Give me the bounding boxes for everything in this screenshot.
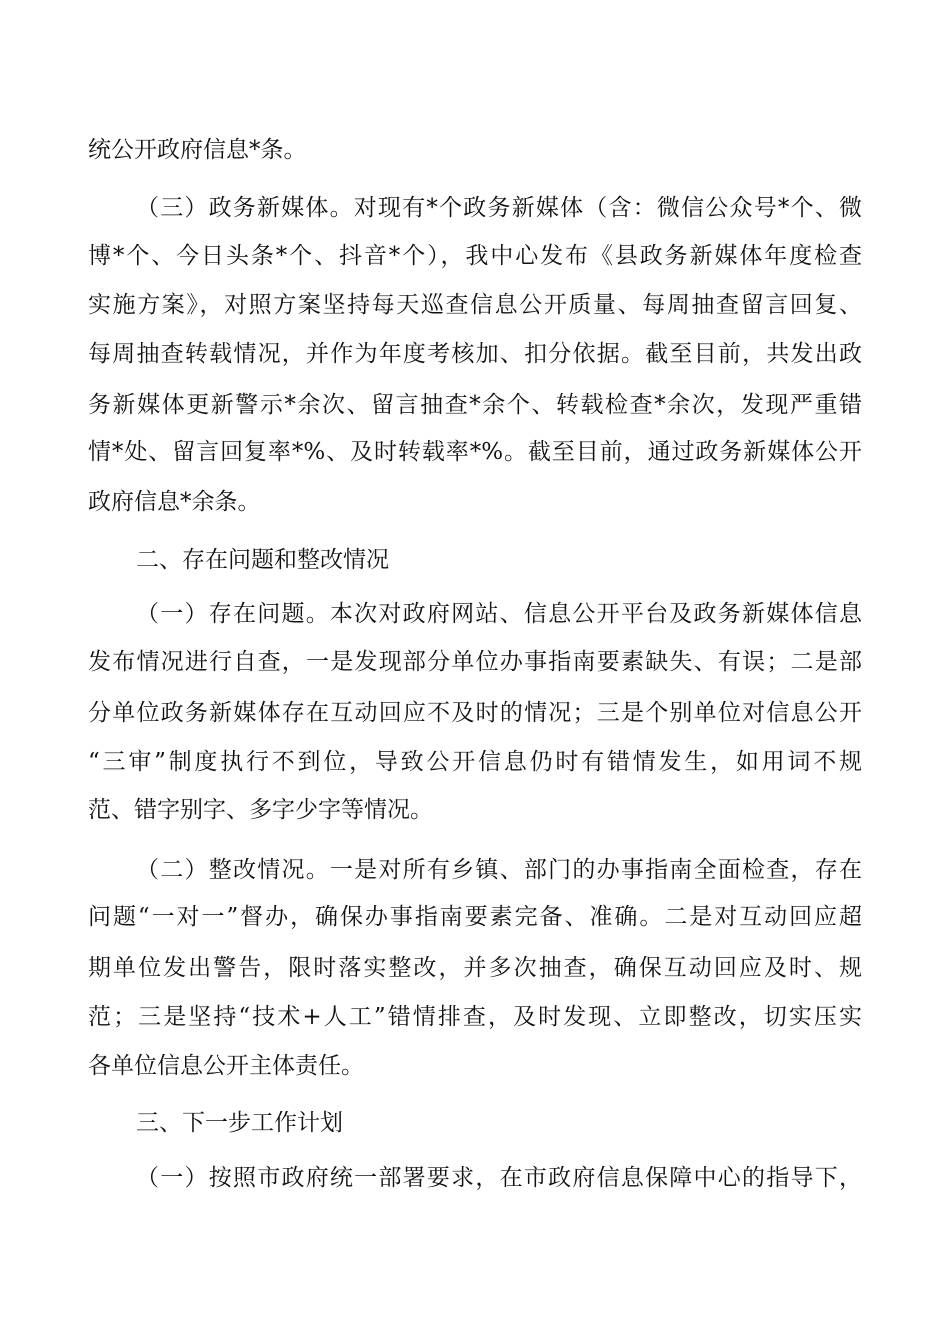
text-line: 期单位发出警告，限时落实整改，并多次抽查，确保互动回应及时、规 xyxy=(88,955,862,981)
text-line: 每周抽查转载情况，并作为年度考核加、扣分依据。截至目前，共发出政 xyxy=(88,341,862,367)
text-line: 博*个、今日头条*个、抖音*个），我中心发布《县政务新媒体年度检查 xyxy=(88,243,862,269)
text-line: （二）整改情况。一是对所有乡镇、部门的办事指南全面检查，存在 xyxy=(136,857,862,883)
text-line: “三审”制度执行不到位，导致公开信息仍时有错情发生，如用词不规 xyxy=(88,749,862,775)
text-line: 情*处、留言回复率*%、及时转载率*%。截至目前，通过政务新媒体公开 xyxy=(88,439,862,465)
text-line: （一）按照市政府统一部署要求，在市政府信息保障中心的指导下， xyxy=(136,1165,862,1191)
text-line: 问题“一对一”督办，确保办事指南要素完备、准确。二是对互动回应超 xyxy=(88,904,862,930)
section-heading: 三、下一步工作计划 xyxy=(136,1110,343,1136)
text-line: 发布情况进行自查，一是发现部分单位办事指南要素缺失、有误；二是部 xyxy=(88,649,862,675)
text-line: 统公开政府信息*条。 xyxy=(88,137,307,163)
text-line: 范、错字别字、多字少字等情况。 xyxy=(88,797,433,823)
text-line: 各单位信息公开主体责任。 xyxy=(88,1053,364,1079)
text-line: （一）存在问题。本次对政府网站、信息公开平台及政务新媒体信息 xyxy=(136,601,862,627)
text-line: 政府信息*余条。 xyxy=(88,489,261,515)
text-line: 范；三是坚持“技术+人工”错情排查，及时发现、立即整改，切实压实 xyxy=(88,1004,862,1030)
text-line: 分单位政务新媒体存在互动回应不及时的情况；三是个别单位对信息公开 xyxy=(88,700,862,726)
section-heading: 二、存在问题和整改情况 xyxy=(136,547,389,573)
text-line: （三）政务新媒体。对现有*个政务新媒体（含：微信公众号*个、微 xyxy=(136,195,862,221)
text-line: 实施方案》，对照方案坚持每天巡查信息公开质量、每周抽查留言回复、 xyxy=(88,292,862,318)
text-line: 务新媒体更新警示*余次、留言抽查*余个、转载检查*余次，发现严重错 xyxy=(88,392,862,418)
